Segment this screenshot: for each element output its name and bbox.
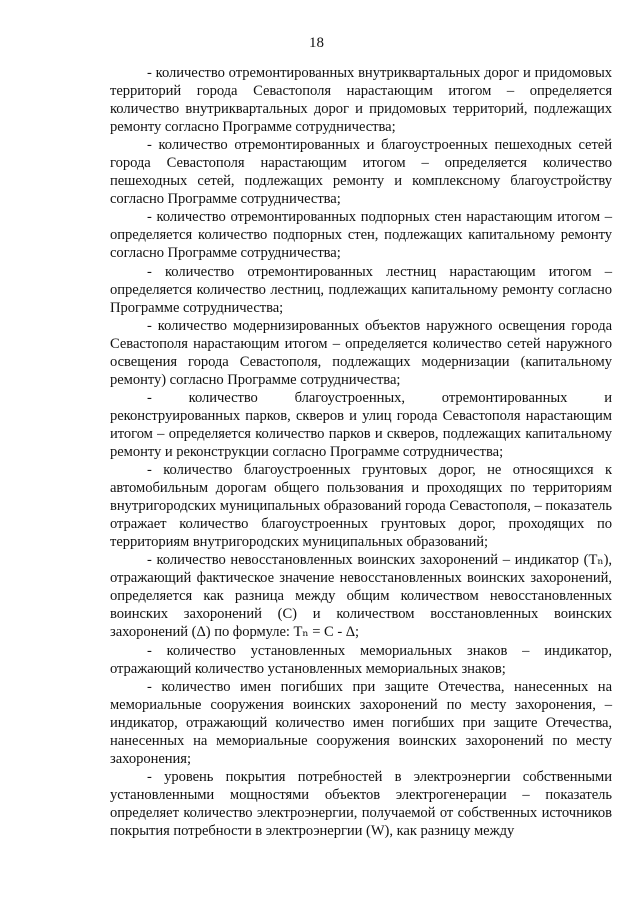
paragraph-memorial-signs: - количество установленных мемориальных знаков – индикатор, отражающий количество установленных мемориальных знаков; — [110, 642, 612, 677]
paragraph-stairs: - количество отремонтированных лестниц нарастающим итогом – определяется количество лестниц, подлежащих капитальному ремонту согласно Программе сотрудничества; — [110, 263, 612, 316]
paragraph-parks-squares: - количество благоустроенных, отремонтированных и реконструированных парков, скверов и улиц города Севастополя нарастающим итогом – определяется количество парков и скверов, подлежащих капитальному ремонту и реконструкции согласно Программе сотрудничества; — [110, 389, 612, 460]
body-text — [110, 64, 612, 840]
paragraph-dirt-roads: - количество благоустроенных грунтовых дорог, не относящихся к автомобильным дорогам общего пользования и проходящих по территориям внутригородских муниципальных образований города Севастополя, – показатель отражает количество благоустроенных грунтовых дорог, проходящих по территориям внутригородских муниципальных образований; — [110, 462, 612, 551]
paragraph-electricity-coverage: - уровень покрытия потребностей в электроэнергии собственными установленными мощностями объектов электрогенерации – показатель определяет количество электроэнергии, получаемой от собственных источников покрытия потребности в электроэнергии (W), как разницу между — [110, 768, 612, 839]
paragraph-names-of-fallen: - количество имен погибших при защите Отечества, нанесенных на мемориальные сооружения воинских захоронений по месту захоронения, – индикатор, отражающий количество имен погибших при защите Отечества, нанесенных на мемориальные сооружения воинских захоронений по месту захоронения; — [110, 678, 612, 767]
page-number: 18 — [309, 35, 324, 51]
paragraph-roads: - количество отремонтированных внутриквартальных дорог и придомовых территорий города Севастополя нарастающим итогом – определяется количество внутриквартальных дорог и придомовых территорий, подлежащих ремонту согласно Программе сотрудничества; — [110, 65, 612, 136]
paragraph-military-burials: - количество невосстановленных воинских захоронений – индикатор (Tₙ), отражающий фактическое значение невосстановленных воинских захоронений, определяется как разница между общим количеством невосстановленных воинских захоронений (С) и количеством восстановленных воинских захоронений (Δ) по формуле: Tₙ = С - Δ; — [110, 552, 612, 641]
paragraph-retaining-walls: - количество отремонтированных подпорных стен нарастающим итогом – определяется количество подпорных стен, подлежащих капитальному ремонту согласно Программе сотрудничества; — [110, 209, 612, 262]
paragraph-outdoor-lighting: - количество модернизированных объектов наружного освещения города Севастополя нарастающим итогом – определяется количество сетей наружного освещения города Севастополя, подлежащих модернизации (капитальному ремонту) согласно Программе сотрудничества; — [110, 317, 612, 388]
paragraph-pedestrian-networks: - количество отремонтированных и благоустроенных пешеходных сетей города Севастополя нарастающим итогом – определяется количество пешеходных сетей, подлежащих ремонту и комплексному благоустройству согласно Программе сотрудничества; — [110, 137, 612, 208]
